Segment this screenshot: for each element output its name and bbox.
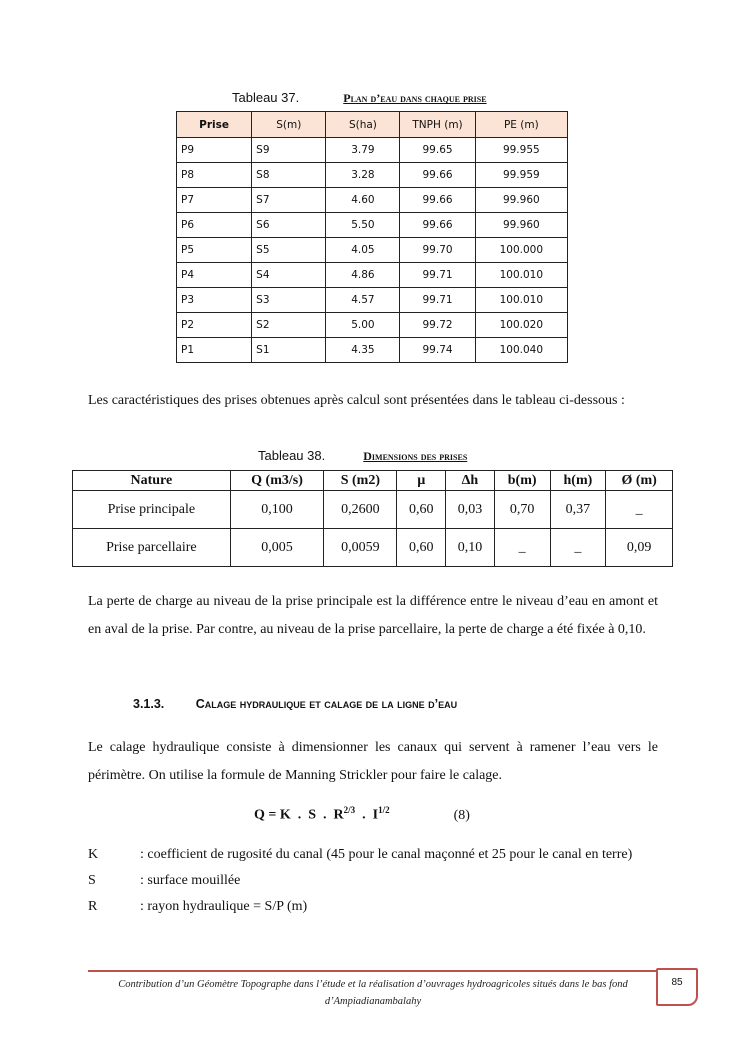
- table-cell: S8: [252, 163, 326, 188]
- table-cell: S2: [252, 313, 326, 338]
- table-cell: 99.959: [475, 163, 567, 188]
- table-cell: S9: [252, 138, 326, 163]
- table-cell: P5: [177, 238, 252, 263]
- table-cell: 0,09: [606, 529, 673, 567]
- table-cell: 0,0059: [324, 529, 397, 567]
- page-number: 85: [656, 968, 698, 1006]
- definition-item: [88, 894, 658, 920]
- table-cell: P7: [177, 188, 252, 213]
- column-header: Ø (m): [606, 471, 673, 491]
- column-header: S (m2): [324, 471, 397, 491]
- table-cell: S5: [252, 238, 326, 263]
- definition-symbol: K: [88, 847, 99, 862]
- table-cell: 0,70: [494, 491, 550, 529]
- formula-exp1: 2/3: [343, 805, 356, 815]
- table-cell: 99.72: [400, 313, 475, 338]
- table-cell: 99.71: [400, 288, 475, 313]
- table-cell: P3: [177, 288, 252, 313]
- caption-title: Dimensions des prises: [363, 449, 468, 463]
- table-cell: 99.960: [475, 188, 567, 213]
- table-row: [73, 529, 673, 567]
- table-cell: P1: [177, 338, 252, 363]
- table-cell: 4.57: [326, 288, 400, 313]
- table-cell: 5.00: [326, 313, 400, 338]
- table-cell: P4: [177, 263, 252, 288]
- table-cell: 5.50: [326, 213, 400, 238]
- paragraph-perte-charge: La perte de charge au niveau de la prise principale est la différence entre le niveau d’eau en amont et en aval de la prise. Par contre, au niveau de la prise parcellaire, la perte de charge a été fixée à 0,10.: [88, 594, 658, 637]
- formula-main: Q = K . S . R: [254, 807, 344, 823]
- table-cell: 0,60: [397, 529, 446, 567]
- table-cell: 99.66: [400, 188, 475, 213]
- table-cell: S6: [252, 213, 326, 238]
- table-cell: Prise parcellaire: [73, 529, 231, 567]
- column-header: Q (m3/s): [230, 471, 324, 491]
- table-cell: 99.65: [400, 138, 475, 163]
- table-cell: S7: [252, 188, 326, 213]
- table-cell: 100.020: [475, 313, 567, 338]
- table38-caption: [258, 447, 578, 465]
- table-row: [73, 491, 673, 529]
- column-header: TNPH (m): [400, 112, 475, 138]
- table-cell: S3: [252, 288, 326, 313]
- table-cell: S1: [252, 338, 326, 363]
- section-heading: [133, 697, 457, 711]
- column-header: Prise: [177, 112, 252, 138]
- table-row: [177, 263, 568, 288]
- table-row: [177, 238, 568, 263]
- formula-number: (8): [453, 807, 470, 823]
- table-row: [177, 188, 568, 213]
- table-cell: 0,03: [446, 491, 495, 529]
- table37-caption: [232, 89, 552, 107]
- table-cell: 99.66: [400, 163, 475, 188]
- formula-exp2: 1/2: [378, 805, 390, 815]
- formula: [254, 805, 470, 824]
- table-cell: _: [550, 529, 606, 567]
- table-cell: _: [606, 491, 673, 529]
- table-cell: 0,2600: [324, 491, 397, 529]
- caption-label: Tableau 37.: [232, 90, 300, 105]
- column-header: h(m): [550, 471, 606, 491]
- table-cell: P2: [177, 313, 252, 338]
- intro-paragraph: Les caractéristiques des prises obtenues après calcul sont présentées dans le tableau ci-dessous :: [88, 393, 625, 408]
- table-cell: _: [494, 529, 550, 567]
- definition-text: : coefficient de rugosité du canal (45 pour le canal maçonné et 25 pour le canal en terre): [140, 847, 633, 862]
- table-row: [177, 213, 568, 238]
- table-cell: 99.960: [475, 213, 567, 238]
- table-cell: P9: [177, 138, 252, 163]
- definition-text: : surface mouillée: [140, 873, 241, 888]
- table-cell: 100.000: [475, 238, 567, 263]
- table-cell: 99.955: [475, 138, 567, 163]
- table-row: [177, 138, 568, 163]
- table-cell: P8: [177, 163, 252, 188]
- table-cell: 3.28: [326, 163, 400, 188]
- table-cell: 99.74: [400, 338, 475, 363]
- paragraph-calage: Le calage hydraulique consiste à dimensionner les canaux qui servent à ramener l’eau vers le périmètre. On utilise la formule de Manning Strickler pour faire le calage.: [88, 740, 658, 783]
- table-cell: 0,10: [446, 529, 495, 567]
- table-row: [177, 163, 568, 188]
- column-header: S(ha): [326, 112, 400, 138]
- section-number: 3.1.3.: [133, 697, 165, 711]
- definition-symbol: S: [88, 873, 96, 888]
- table-plan-eau: [176, 111, 568, 363]
- column-header: Δh: [446, 471, 495, 491]
- table-cell: S4: [252, 263, 326, 288]
- definition-text: : rayon hydraulique = S/P (m): [140, 899, 308, 914]
- table-cell: 0,37: [550, 491, 606, 529]
- section-title: Calage hydraulique et calage de la ligne d’eau: [195, 697, 458, 711]
- column-header: Nature: [73, 471, 231, 491]
- table-cell: 0,005: [230, 529, 324, 567]
- formula-mid: . I: [355, 807, 379, 823]
- table-cell: 4.05: [326, 238, 400, 263]
- table-cell: 100.010: [475, 263, 567, 288]
- table-cell: Prise principale: [73, 491, 231, 529]
- column-header: S(m): [252, 112, 326, 138]
- column-header: PE (m): [475, 112, 567, 138]
- table-cell: 4.35: [326, 338, 400, 363]
- table-cell: 0,100: [230, 491, 324, 529]
- table-row: [177, 338, 568, 363]
- table-cell: 100.010: [475, 288, 567, 313]
- table-cell: 4.86: [326, 263, 400, 288]
- table-row: [177, 288, 568, 313]
- footer-rule: [88, 970, 658, 972]
- table-cell: 99.71: [400, 263, 475, 288]
- table-cell: 100.040: [475, 338, 567, 363]
- definitions: [88, 842, 658, 920]
- table-row: [177, 313, 568, 338]
- definition-item: [88, 868, 658, 894]
- column-header: µ: [397, 471, 446, 491]
- table-cell: 4.60: [326, 188, 400, 213]
- footer-text: Contribution d’un Géomètre Topographe dans l’étude et la réalisation d’ouvrages hydroagricoles situés dans le bas fond d’Ampiadianambalahy: [118, 979, 628, 1007]
- table-dimensions-prises: [72, 470, 673, 567]
- table-cell: 3.79: [326, 138, 400, 163]
- table-cell: P6: [177, 213, 252, 238]
- column-header: b(m): [494, 471, 550, 491]
- table-cell: 99.70: [400, 238, 475, 263]
- table-cell: 99.66: [400, 213, 475, 238]
- caption-title: Plan d’eau dans chaque prise: [343, 91, 487, 105]
- table-cell: 0,60: [397, 491, 446, 529]
- definition-item: [88, 842, 658, 868]
- caption-label: Tableau 38.: [258, 448, 326, 463]
- definition-symbol: R: [88, 899, 98, 914]
